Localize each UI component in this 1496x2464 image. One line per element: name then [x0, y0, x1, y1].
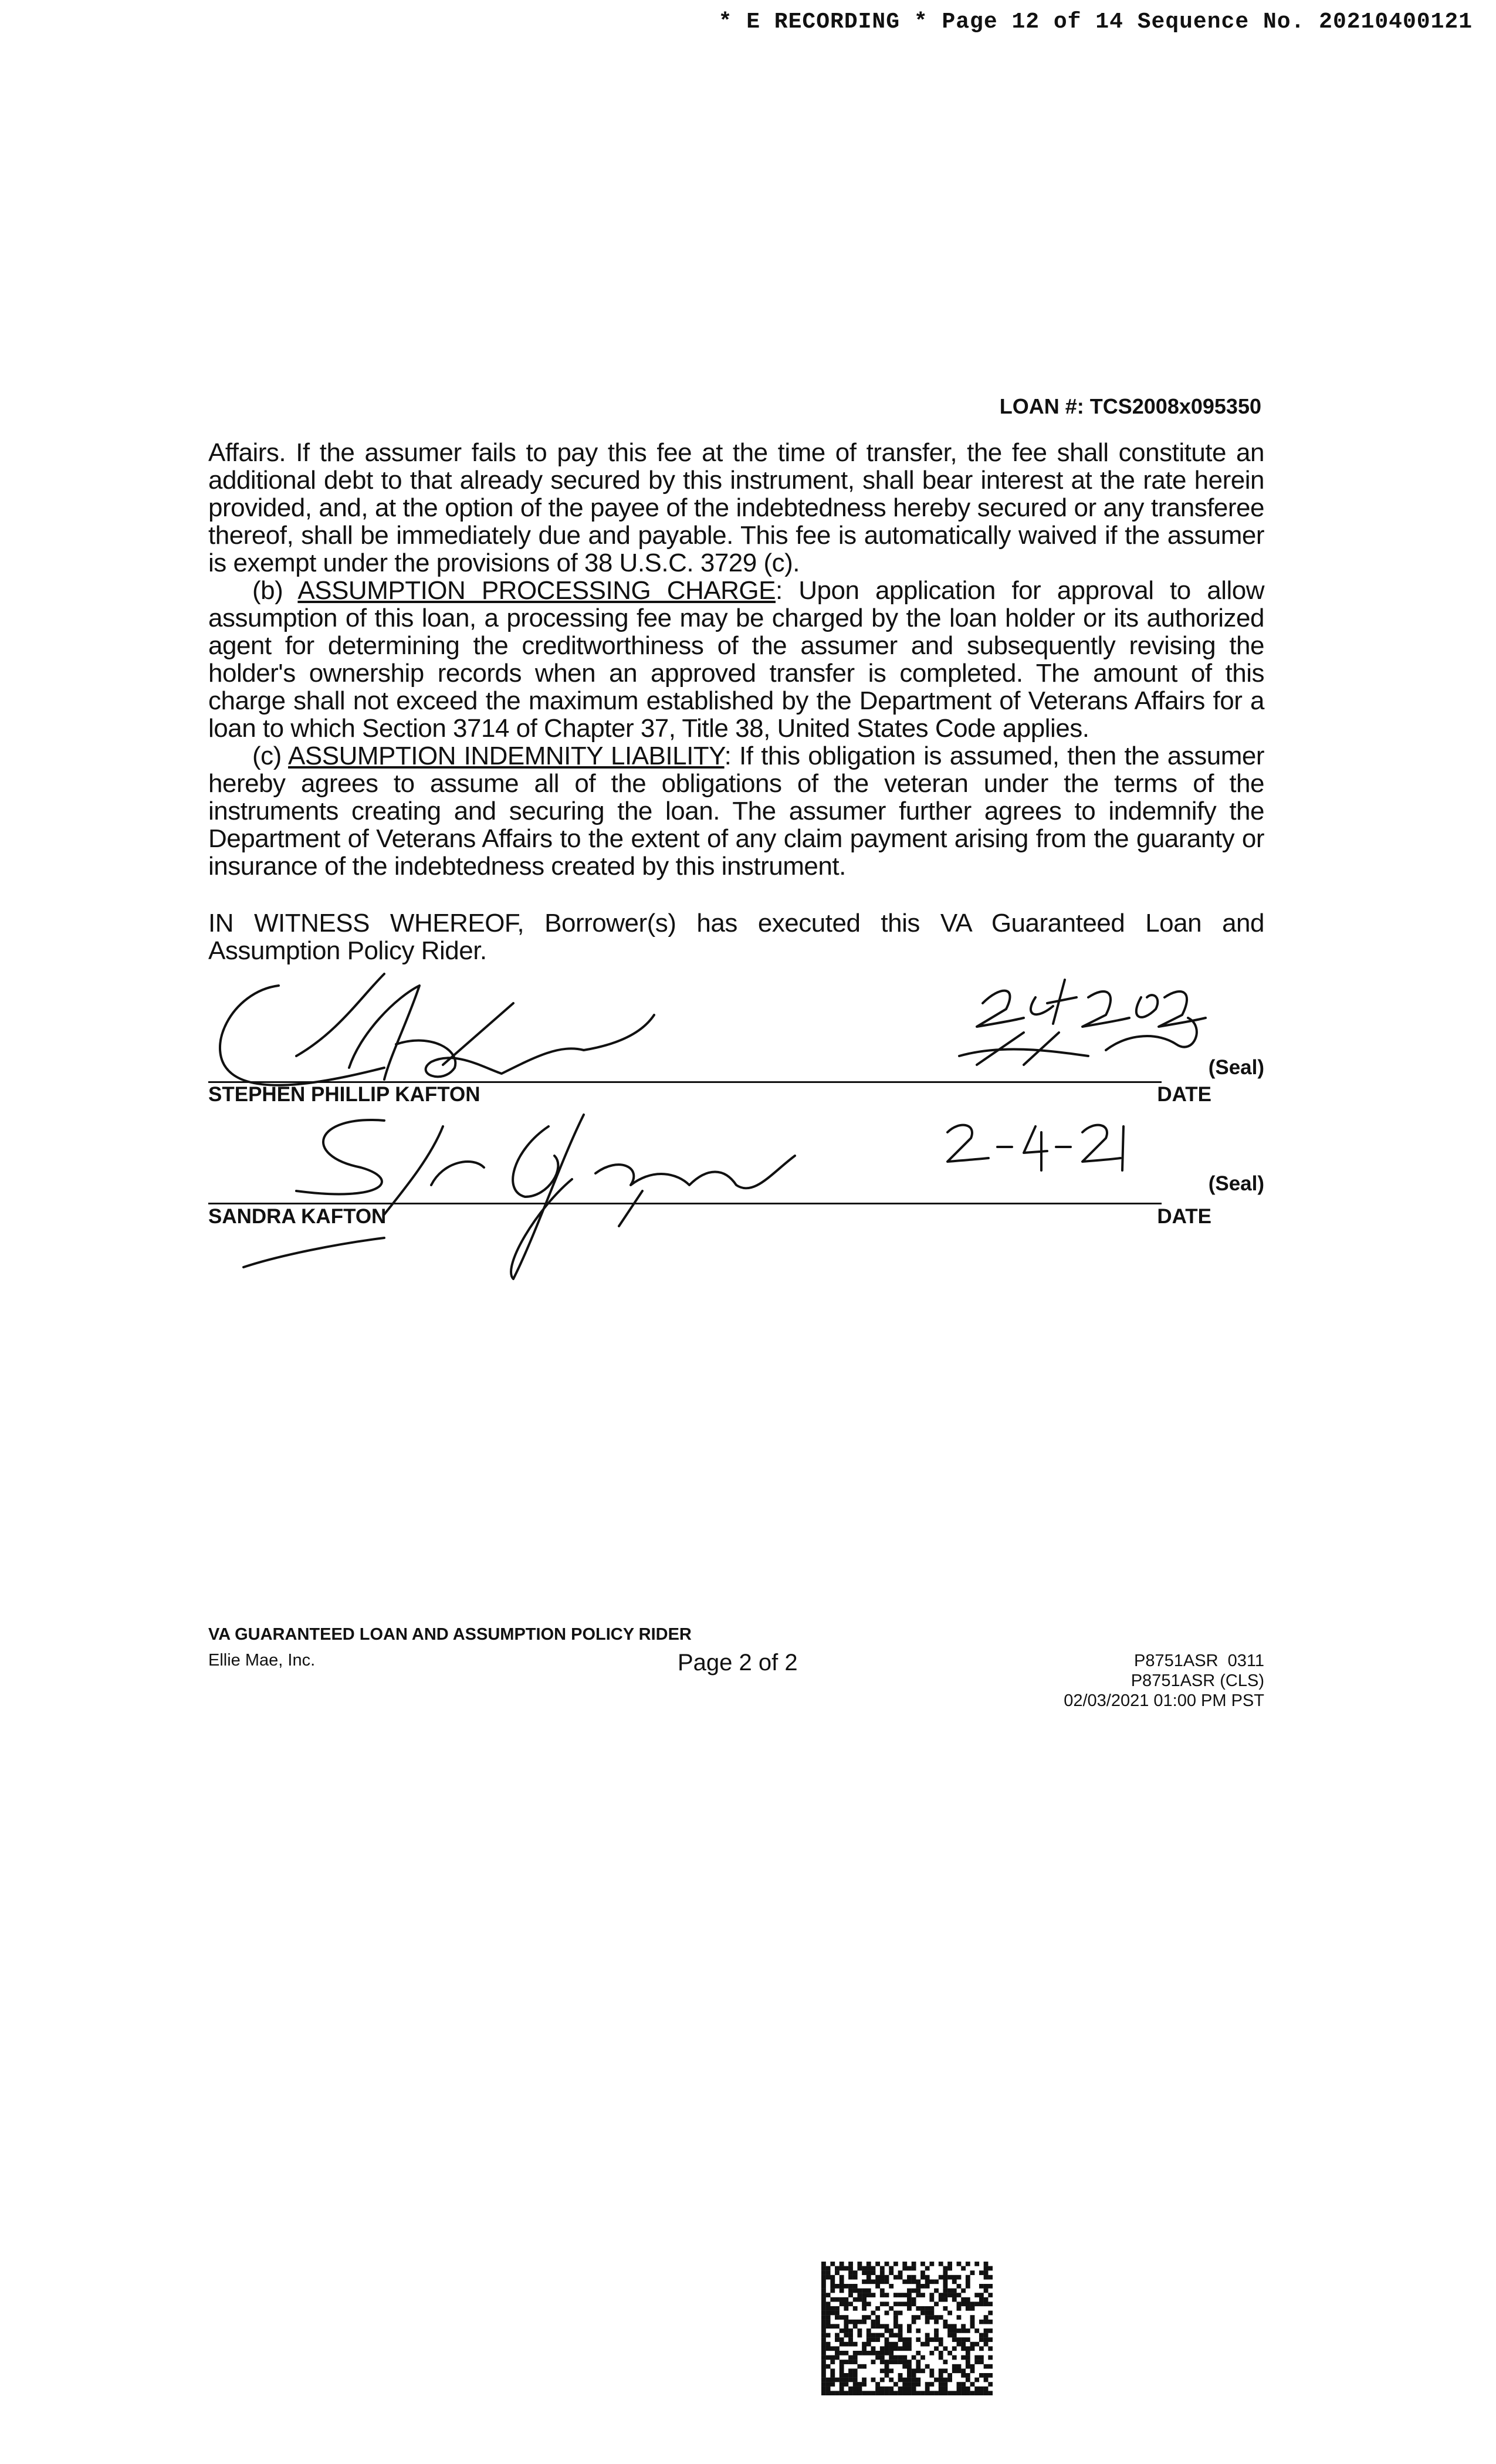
handwritten-date-sandra: [936, 1115, 1129, 1185]
seal-label-sandra: (Seal): [1208, 1172, 1264, 1195]
witness-clause: IN WITNESS WHEREOF, Borrower(s) has executed this VA Guaranteed Loan and Assumption Policy Rider.: [208, 909, 1264, 965]
signer-name-stephen: STEPHEN PHILLIP KAFTON: [208, 1083, 480, 1106]
signature-block-sandra: [208, 1103, 1264, 1291]
handwritten-signature-sandra: [208, 1103, 912, 1285]
recording-stamp: * E RECORDING * Page 12 of 14 Sequence No. 20210400121: [718, 9, 1473, 35]
paragraph-processing-charge: [208, 577, 1264, 742]
signature-block-stephen: [208, 962, 1264, 1109]
footer-form-code-1: P8751ASR 0311: [1134, 1651, 1264, 1670]
page-footer: [208, 1625, 1264, 1719]
paragraph-fee: Affairs. If the assumer fails to pay this fee at the time of transfer, the fee shall constitute an additional debt to that already secured by this instrument, shall bear interest at the rate herein provided, and, at the option of the payee of the indebtedness hereby secured or any transferee thereof, shall be immediately due and payable. This fee is automatically waived if the assumer is exempt under the provisions of 38 U.S.C. 3729 (c).: [208, 438, 1264, 577]
signature-line-sandra: [208, 1203, 1162, 1204]
date-label-sandra: DATE: [1157, 1205, 1211, 1228]
processing-charge-heading: ASSUMPTION PROCESSING CHARGE: [297, 576, 776, 605]
paragraph-c-prefix: (c): [252, 742, 289, 770]
2d-barcode-icon: [821, 2262, 993, 2395]
indemnity-liability-heading: ASSUMPTION INDEMNITY LIABILITY: [288, 742, 725, 770]
footer-form-code-2: P8751ASR (CLS): [1131, 1671, 1264, 1690]
signer-name-sandra: SANDRA KAFTON: [208, 1205, 387, 1228]
footer-timestamp: 02/03/2021 01:00 PM PST: [1064, 1691, 1264, 1710]
handwritten-date-stephen: [953, 962, 1223, 1074]
loan-number-value: TCS2008x095350: [1089, 394, 1261, 418]
paragraph-indemnity-liability: [208, 742, 1264, 880]
indemnity-liability-text: : If this obligation is assumed, then the assumer hereby agrees to assume all of the obligations of the veteran under the terms of the instruments creating and securing the loan. The assumer further agrees to indemnify the Department of Veterans Affairs to the extent of any claim payment arising from the guaranty or insurance of the indebtedness created by this instrument.: [208, 742, 1264, 881]
paragraph-b-prefix: (b): [252, 576, 298, 605]
footer-company: Ellie Mae, Inc.: [208, 1651, 316, 1670]
footer-form-codes: [1064, 1651, 1264, 1711]
loan-number-label: LOAN #:: [999, 394, 1084, 418]
rider-body: [208, 439, 1264, 964]
date-label-stephen: DATE: [1157, 1083, 1211, 1106]
footer-page-number: Page 2 of 2: [678, 1650, 798, 1676]
seal-label-stephen: (Seal): [1208, 1056, 1264, 1079]
processing-charge-text: : Upon application for approval to allow assumption of this loan, a processing fee may be charged by the loan holder or its authorized agent for determining the creditworthiness of the assumer and subsequently revising the holder's ownership records when an approved transfer is completed. The amount of this charge shall not exceed the maximum established by the Department of Veterans Affairs for a loan to which Section 3714 of Chapter 37, Title 38, United States Code applies.: [208, 576, 1264, 743]
footer-form-title: VA GUARANTEED LOAN AND ASSUMPTION POLICY RIDER: [208, 1625, 692, 1644]
loan-number: [1000, 394, 1261, 419]
